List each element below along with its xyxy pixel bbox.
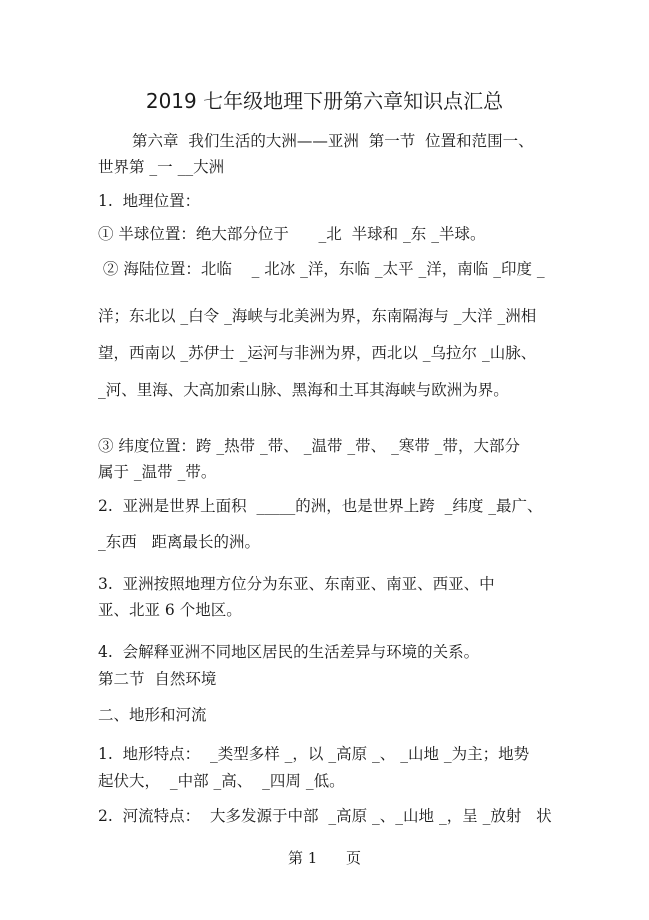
geo-location-heading: 1. 地理位置： xyxy=(98,192,201,210)
sea-land-location-line-2: 洋；东北以 _白令 _海峡与北美洲为界，东南隔海与 _大洋 _洲相 xyxy=(98,307,537,325)
item-2-line-2: _东西 距离最长的洲。 xyxy=(98,533,261,551)
terrain-rivers-heading: 二、地形和河流 xyxy=(98,706,207,724)
terrain-feature-line-2: 起伏大， _中部 _高、 _四周 _低。 xyxy=(98,772,345,790)
item-3-line-1: 3. 亚洲按照地理方位分为东亚、东南亚、南亚、西亚、中 xyxy=(98,575,495,593)
sea-land-location-line-1: ② 海陆位置：北临 _ 北冰 _洋，东临 _太平 _洋，南临 _印度 _ xyxy=(98,260,545,278)
latitude-location-line-2: 属于 _温带 _带。 xyxy=(98,463,217,481)
item-4-line: 4. 会解释亚洲不同地区居民的生活差异与环境的关系。 xyxy=(98,643,480,661)
latitude-location-line-1: ③ 纬度位置：跨 _热带 _带、 _温带 _带、 _寒带 _带，大部分 xyxy=(98,437,520,455)
page-number-footer: 第 1 页 xyxy=(288,849,361,867)
sea-land-location-line-4: _河、里海、大高加索山脉、黑海和土耳其海峡与欧洲为界。 xyxy=(98,381,509,399)
item-3-line-2: 亚、北亚 6 个地区。 xyxy=(98,601,242,619)
section-2-heading: 第二节 自然环境 xyxy=(98,670,217,688)
item-2-line-1: 2. 亚洲是世界上面积 _____的洲，也是世界上跨 _纬度 _最广、 xyxy=(98,497,543,515)
sea-land-location-line-3: 望，西南以 _苏伊士 _运河与非洲为界，西北以 _乌拉尔 _山脉、 xyxy=(98,344,537,362)
chapter-intro-line-2: 世界第 _一 __大洲 xyxy=(98,158,225,176)
hemisphere-location-line: ① 半球位置：绝大部分位于 _北 半球和 _东 _半球。 xyxy=(98,225,486,243)
river-feature-line: 2. 河流特点： 大多发源于中部 _高原 _、_山地 _，呈 _放射 状 xyxy=(98,807,552,825)
terrain-feature-line-1: 1. 地形特点： _类型多样 _，以 _高原 _、 _山地 _为主；地势 xyxy=(98,745,530,763)
document-title: 2019 七年级地理下册第六章知识点汇总 xyxy=(145,89,504,113)
chapter-intro-line-1: 第六章 我们生活的大洲——亚洲 第一节 位置和范围一、 xyxy=(132,132,534,150)
